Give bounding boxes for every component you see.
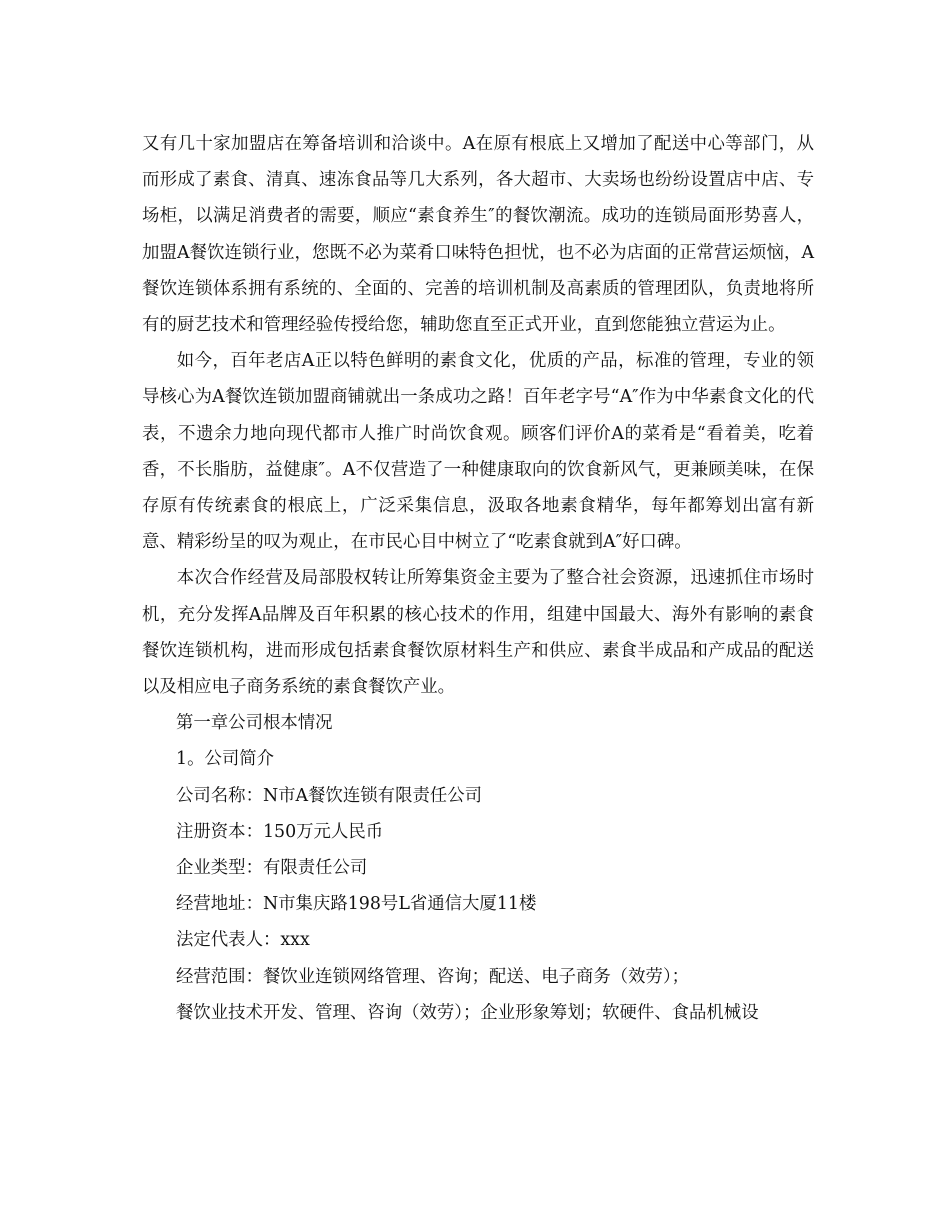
- legal-representative-line: 法定代表人：xxx: [176, 930, 310, 951]
- document-body: [142, 126, 814, 1031]
- paragraph-brand-culture: 如今，百年老店A正以特色鲜明的素食文化，优质的产品，标准的管理，专业的领导核心为A餐饮连锁加盟商铺就出一条成功之路！百年老字号“A″作为中华素食文化的代表，不遗余力地向现代都市人推广时尚饮食观。顾客们评价A的菜肴是“看着美，吃着香，不长脂肪，益健康″。A不仅营造了一种健康取向的饮食新风气，更兼顾美味，在保存原有传统素食的根底上，广泛采集信息，汲取各地素食精华，每年都筹划出富有新意、精彩纷呈的叹为观止，在市民心目中树立了“吃素食就到A″好口碑。: [142, 351, 814, 553]
- paragraph-fundraising-purpose: 本次合作经营及局部股权转让所筹集资金主要为了整合社会资源，迅速抓住市场时机，充分发挥A品牌及百年积累的核心技术的作用，组建中国最大、海外有影响的素食餐饮连锁机构，进而形成包括素食餐饮原材料生产和供应、素食半成品和产成品的配送以及相应电子商务系统的素食餐饮产业。: [142, 568, 814, 698]
- business-address-line: 经营地址：N市集庆路198号L省通信大厦11楼: [176, 894, 537, 915]
- paragraph-franchise-intro: 又有几十家加盟店在筹备培训和洽谈中。A在原有根底上又增加了配送中心等部门，从而形成了素食、清真、速冻食品等几大系列，各大超市、大卖场也纷纷设置店中店、专场柜，以满足消费者的需要，顺应“素食养生″的餐饮潮流。成功的连锁局面形势喜人，加盟A餐饮连锁行业，您既不必为菜肴口味特色担忧，也不必为店面的正常营运烦恼，A餐饮连锁体系拥有系统的、全面的、完善的培训机制及高素质的管理团队，负责地将所有的厨艺技术和管理经验传授给您，辅助您直至正式开业，直到您能独立营运为止。: [142, 134, 814, 336]
- company-type-line: 企业类型：有限责任公司: [176, 858, 368, 879]
- section-title: 1。公司简介: [176, 749, 275, 770]
- chapter-title: 第一章公司根本情况: [176, 713, 333, 734]
- registered-capital-line: 注册资本：150万元人民币: [176, 821, 384, 842]
- business-scope-continued-line: 餐饮业技术开发、管理、咨询（效劳）；企业形象筹划；软硬件、食品机械设: [176, 1002, 759, 1023]
- company-name-line: 公司名称：N市A餐饮连锁有限责任公司: [176, 785, 483, 806]
- business-scope-line: 经营范围：餐饮业连锁网络管理、咨询；配送、电子商务（效劳）；: [176, 966, 690, 987]
